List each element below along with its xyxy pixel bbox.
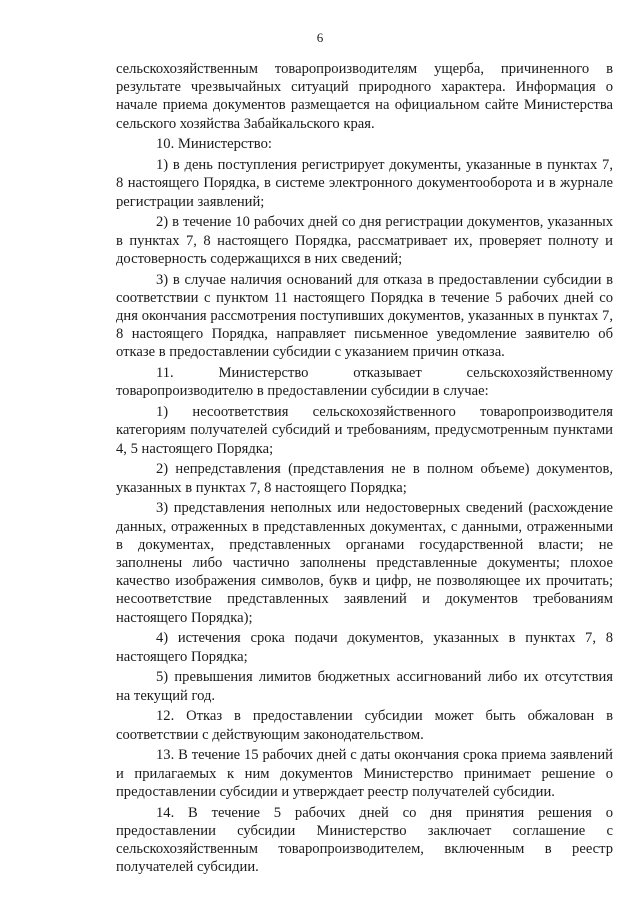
paragraph-10-item-2: 2) в течение 10 рабочих дней со дня регистрации документов, указанных в пунктах 7, 8 настоящего Порядка, рассматривает их, проверяет полноту и достоверность содержащихся в них сведений; [116, 214, 613, 267]
paragraph-11-item-1: 1) несоответствия сельскохозяйственного товаропроизводителя категориям получателей субсидий и требованиям, предусмотренным пунктами 4, 5 настоящего Порядка; [116, 404, 613, 457]
paragraph-13: 13. В течение 15 рабочих дней с даты окончания срока приема заявлений и прилагаемых к ним документов Министерство принимает решение о предоставлении субсидии и утверждает реестр получателей субсидии. [116, 747, 613, 800]
page-number: 6 [316, 30, 324, 45]
paragraph-10-item-3: 3) в случае наличия оснований для отказа в предоставлении субсидии в соответствии с пунктом 11 настоящего Порядка в течение 5 рабочих дней со дня окончания рассмотрения поступивших документов, указанных в пунктах 7, 8 настоящего Порядка, направляет письменное уведомление заявителю об отказе в предоставлении субсидии с указанием причин отказа. [116, 271, 613, 361]
paragraph-10-item-1: 1) в день поступления регистрирует документы, указанные в пунктах 7, 8 настоящего Порядка, в системе электронного документооборота и в журнале регистрации заявлений; [116, 157, 613, 210]
paragraph-11-item-4: 4) истечения срока подачи документов, указанных в пунктах 7, 8 настоящего Порядка; [116, 630, 613, 665]
paragraph-continuation: сельскохозяйственным товаропроизводителям ущерба, причиненного в результате чрезвычайных ситуаций природного характера. Информация о начале приема документов размещается на официальном сайте Министерства сельского хозяйства Забайкальского края. [116, 61, 613, 132]
paragraph-11-item-5: 5) превышения лимитов бюджетных ассигнований либо их отсутствия на текущий год. [116, 669, 613, 704]
paragraph-14: 14. В течение 5 рабочих дней со дня принятия решения о предоставлении субсидии Министерство заключает соглашение с сельскохозяйственным товаропроизводителем, включенным в реестр получателей субсидии. [116, 804, 613, 876]
paragraph-12: 12. Отказ в предоставлении субсидии может быть обжалован в соответствии с действующим законодательством. [116, 708, 613, 743]
paragraph-11-heading: 11. Министерство отказывает сельскохозяйственному товаропроизводителю в предоставлении субсидии в случае: [116, 365, 613, 400]
paragraph-11-item-3: 3) представления неполных или недостоверных сведений (расхождение данных, отраженных в представленных документах, с данными, отраженными в документах, представленных органами государственной власти; не заполнены либо частично заполнены представленные документы; плохое качество изображения символов, букв и цифр, не позволяющее их прочитать; несоответствие представленных заявлений и документов требованиям настоящего Порядка); [116, 500, 613, 626]
paragraph-10-heading: 10. Министерство: [156, 136, 272, 153]
paragraph-11-item-2: 2) непредставления (представления не в полном объеме) документов, указанных в пунктах 7, 8 настоящего Порядка; [116, 461, 613, 496]
document-body [116, 60, 613, 879]
